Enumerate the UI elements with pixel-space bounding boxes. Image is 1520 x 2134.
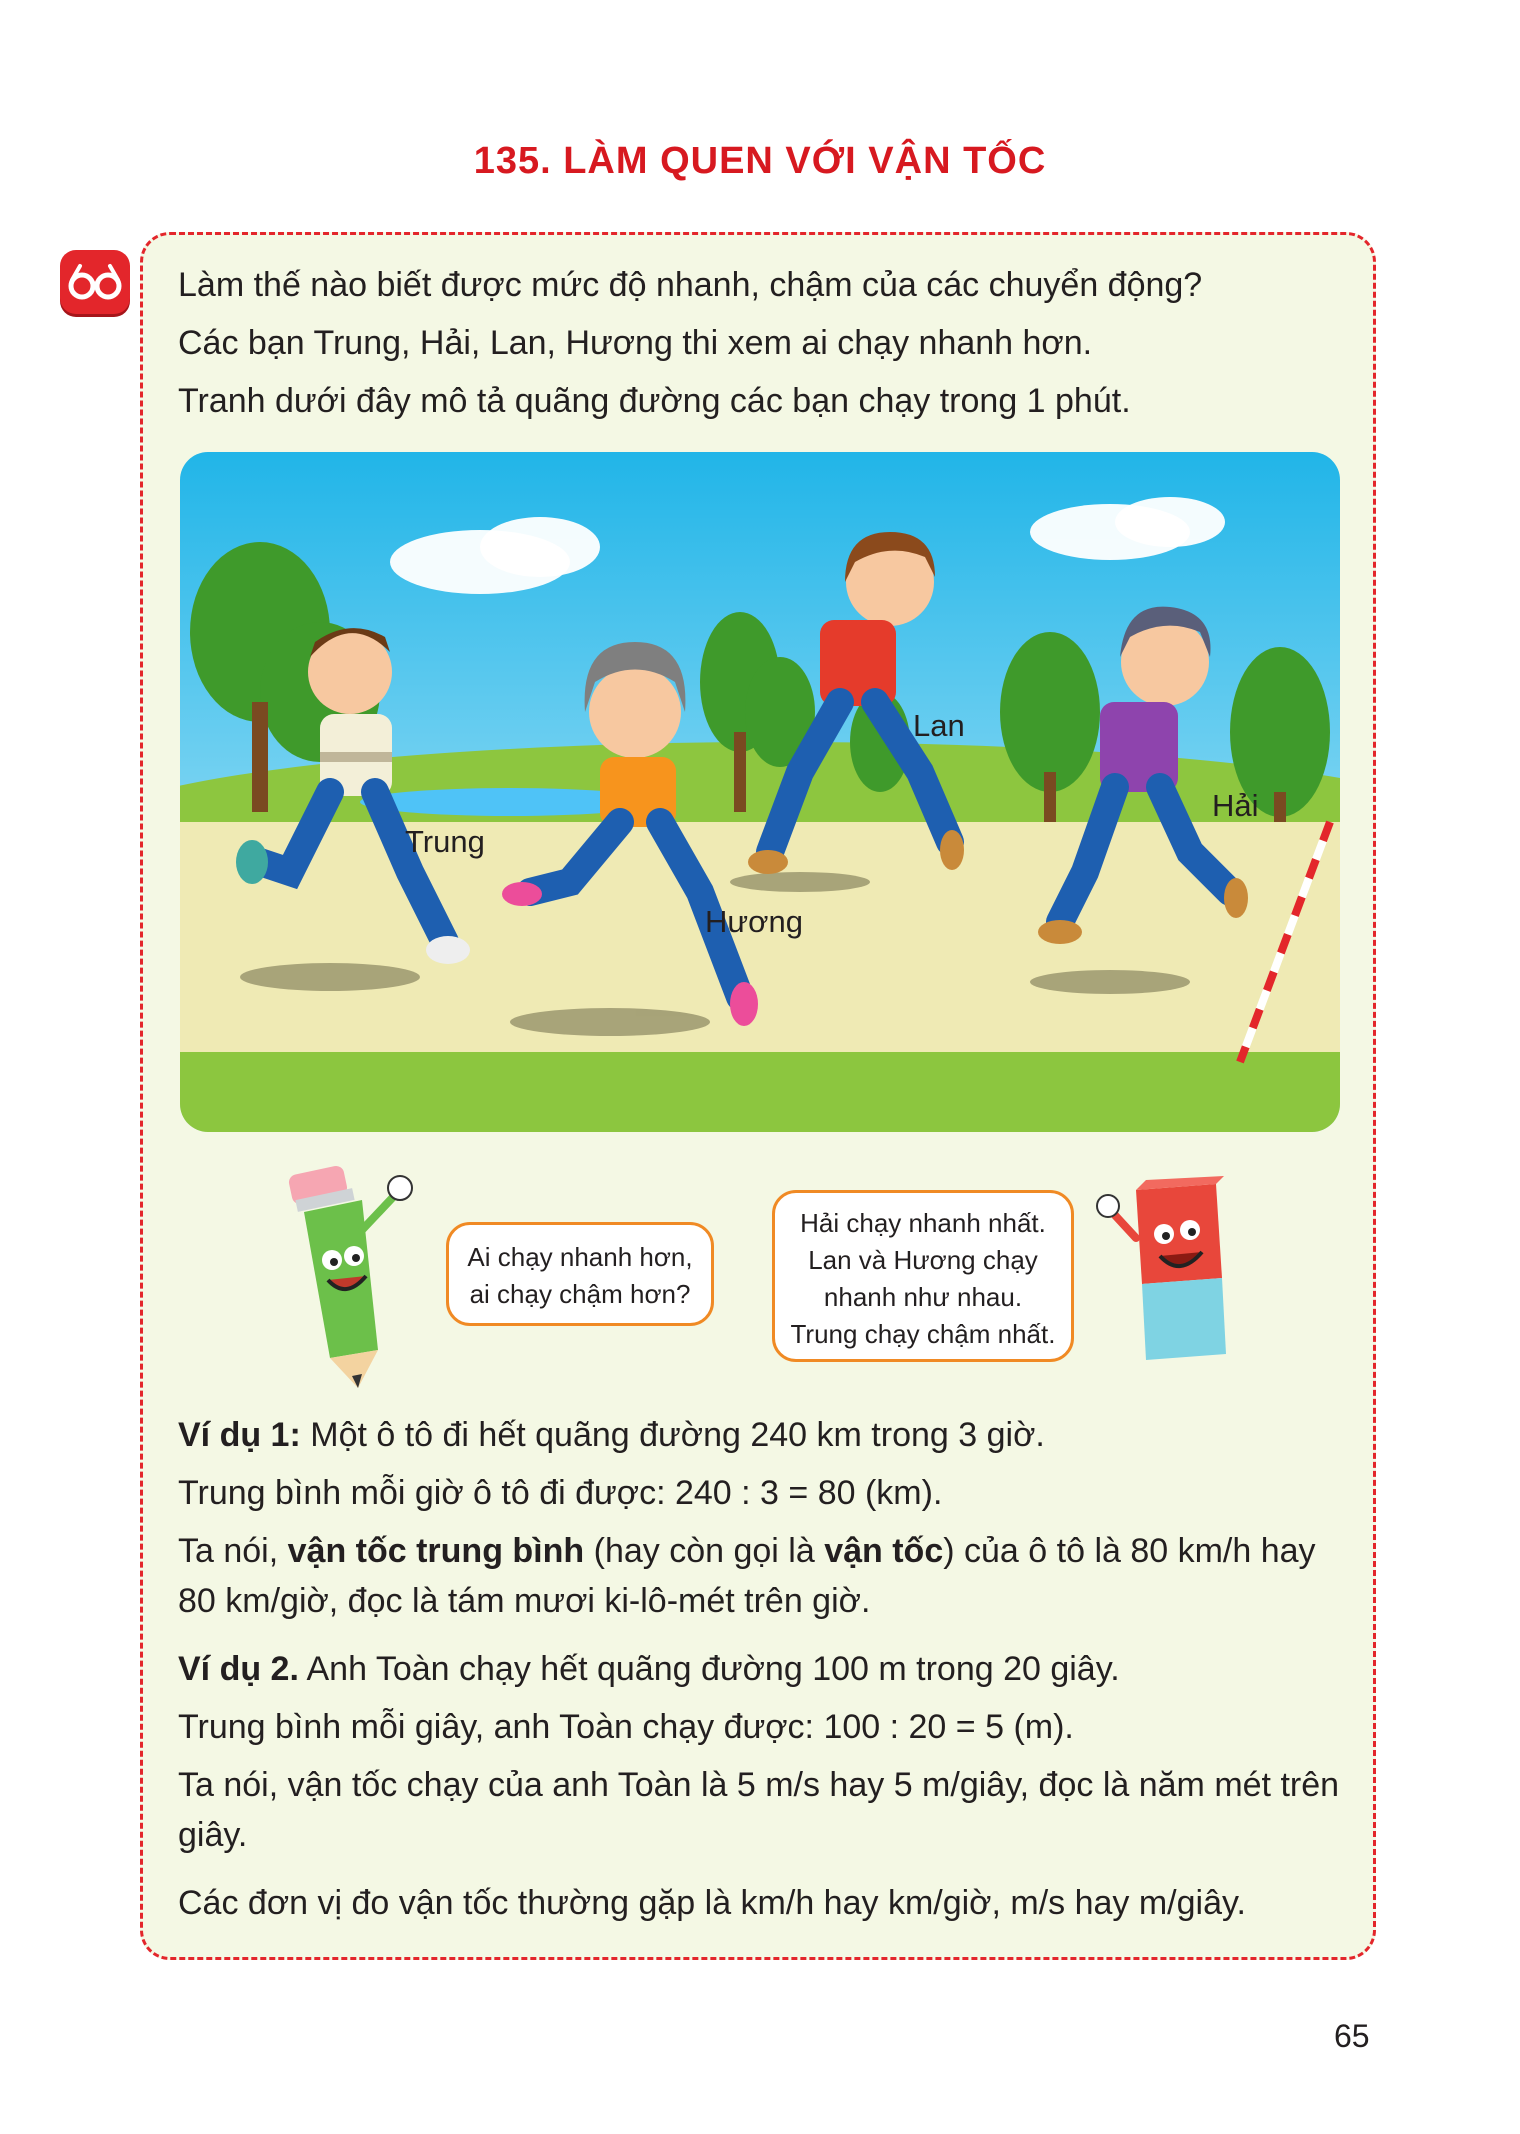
eraser-mascot [1086,1168,1236,1368]
example-1-line-1: Ví dụ 1: Một ô tô đi hết quãng đường 240 km trong 3 giờ. [178,1416,1045,1454]
label-trung: Trung [405,824,485,859]
label-lan: Lan [913,708,965,743]
eraser-speech-bubble [772,1190,1074,1362]
example-1-line-2: Trung bình mỗi giờ ô tô đi được: 240 : 3 = 80 (km). [178,1474,943,1512]
example-1-heading: Ví dụ 1: [178,1416,301,1454]
example-2-line-2: Trung bình mỗi giây, anh Toàn chạy được: 100 : 20 = 5 (m). [178,1708,1074,1746]
lesson-body [178,1410,1358,1936]
pencil-mascot [270,1150,430,1390]
glasses-icon [60,250,130,314]
running-race-illustration [180,452,1340,1132]
page-number: 65 [1334,2018,1370,2054]
example-1-line-3: Ta nói, vận tốc trung bình (hay còn gọi là vận tốc) của ô tô là 80 km/h hay 80 km/giờ, đọc là tám mươi ki-lô-mét trên giờ. [178,1532,1316,1620]
example-2-line-1: Ví dụ 2. Anh Toàn chạy hết quãng đường 100 m trong 20 giây. [178,1650,1120,1688]
pencil-speech-line-1: Ai chạy nhanh hơn, [467,1242,693,1272]
eraser-speech-line-2: Lan và Hương chạy [808,1245,1038,1275]
pencil-speech-bubble [446,1222,714,1326]
term-average-speed: vận tốc trung bình [287,1532,585,1570]
intro-line-2: Các bạn Trung, Hải, Lan, Hương thi xem ai chạy nhanh hơn. [178,324,1093,362]
label-huong: Hương [705,904,803,939]
eraser-speech-line-4: Trung chạy chậm nhất. [790,1319,1056,1349]
intro-text [178,256,1358,430]
intro-line-3: Tranh dưới đây mô tả quãng đường các bạn chạy trong 1 phút. [178,382,1131,420]
eraser-speech-line-1: Hải chạy nhanh nhất. [800,1208,1046,1238]
term-speed: vận tốc [824,1532,944,1570]
units-line: Các đơn vị đo vận tốc thường gặp là km/h hay km/giờ, m/s hay m/giây. [178,1884,1246,1922]
page-title: 135. LÀM QUEN VỚI VẬN TỐC [473,140,1047,182]
intro-line-1: Làm thế nào biết được mức độ nhanh, chậm của các chuyển động? [178,266,1203,304]
eraser-speech-line-3: nhanh như nhau. [823,1282,1023,1312]
example-2-heading: Ví dụ 2. [178,1650,299,1688]
label-hai: Hải [1212,788,1259,823]
example-2-line-3: Ta nói, vận tốc chạy của anh Toàn là 5 m/s hay 5 m/giây, đọc là năm mét trên giây. [178,1766,1340,1854]
pencil-speech-line-2: ai chạy chậm hơn? [469,1279,691,1309]
